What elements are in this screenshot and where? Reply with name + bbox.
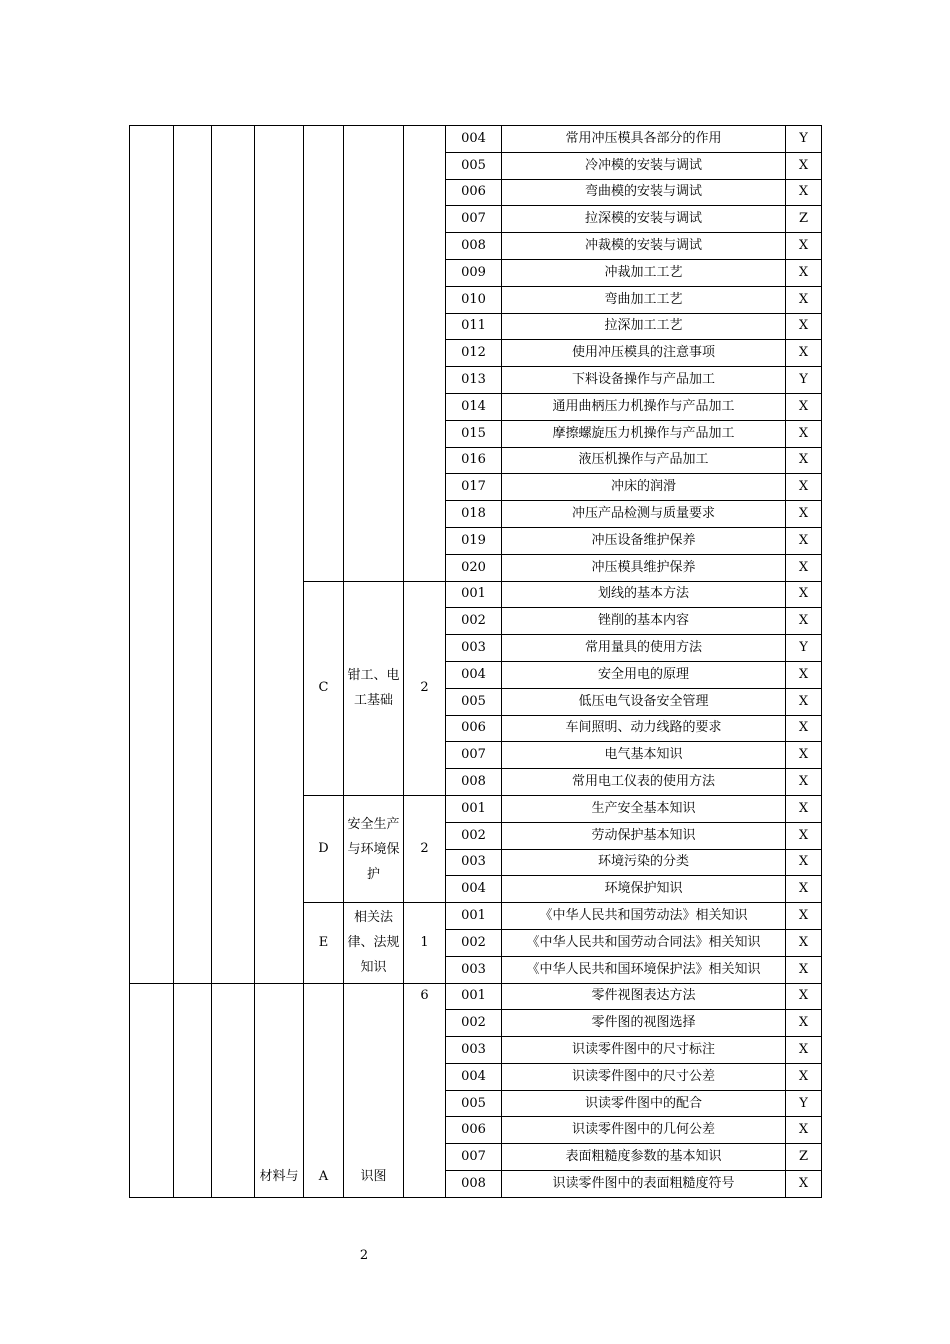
point-grade: X xyxy=(786,715,822,742)
point-grade: Y xyxy=(786,126,822,153)
point-name: 摩擦螺旋压力机操作与产品加工 xyxy=(502,420,786,447)
group-title: 安全生产与环境保护 xyxy=(344,795,404,902)
point-name: 冲压设备维护保养 xyxy=(502,527,786,554)
point-name: 环境保护知识 xyxy=(502,876,786,903)
point-code: 006 xyxy=(446,715,502,742)
point-grade: Y xyxy=(786,367,822,394)
point-code: 004 xyxy=(446,1063,502,1090)
point-grade: X xyxy=(786,527,822,554)
point-grade: X xyxy=(786,983,822,1010)
point-name: 冲裁模的安装与调试 xyxy=(502,233,786,260)
point-code: 002 xyxy=(446,929,502,956)
point-name: 拉深加工工艺 xyxy=(502,313,786,340)
point-grade: X xyxy=(786,608,822,635)
point-code: 015 xyxy=(446,420,502,447)
point-grade: X xyxy=(786,795,822,822)
group-letter: D xyxy=(304,795,344,902)
point-grade: X xyxy=(786,688,822,715)
point-code: 003 xyxy=(446,1037,502,1064)
point-code: 001 xyxy=(446,795,502,822)
point-name: 冲压模具维护保养 xyxy=(502,554,786,581)
point-code: 014 xyxy=(446,393,502,420)
point-grade: X xyxy=(786,956,822,983)
point-name: 《中华人民共和国环境保护法》相关知识 xyxy=(502,956,786,983)
group-letter: A xyxy=(304,983,344,1197)
group-title: 相关法律、法规知识 xyxy=(344,903,404,983)
point-code: 005 xyxy=(446,1090,502,1117)
point-code: 016 xyxy=(446,447,502,474)
point-grade: X xyxy=(786,1171,822,1198)
point-name: 锉削的基本内容 xyxy=(502,608,786,635)
point-code: 008 xyxy=(446,1171,502,1198)
point-name: 液压机操作与产品加工 xyxy=(502,447,786,474)
point-grade: X xyxy=(786,259,822,286)
point-name: 识读零件图中的尺寸公差 xyxy=(502,1063,786,1090)
point-code: 003 xyxy=(446,956,502,983)
point-grade: Z xyxy=(786,206,822,233)
point-code: 020 xyxy=(446,554,502,581)
point-grade: X xyxy=(786,420,822,447)
point-code: 010 xyxy=(446,286,502,313)
point-grade: X xyxy=(786,313,822,340)
point-code: 003 xyxy=(446,849,502,876)
table-row xyxy=(130,126,822,153)
group-letter: C xyxy=(304,581,344,795)
point-name: 表面粗糙度参数的基本知识 xyxy=(502,1144,786,1171)
point-name: 冲裁加工工艺 xyxy=(502,259,786,286)
point-grade: X xyxy=(786,849,822,876)
point-name: 识读零件图中的尺寸标注 xyxy=(502,1037,786,1064)
point-name: 车间照明、动力线路的要求 xyxy=(502,715,786,742)
point-name: 划线的基本方法 xyxy=(502,581,786,608)
group-weight: 2 xyxy=(404,795,446,902)
point-grade: X xyxy=(786,233,822,260)
point-grade: X xyxy=(786,1063,822,1090)
point-code: 002 xyxy=(446,822,502,849)
group-weight: 6 xyxy=(404,983,446,1197)
point-grade: X xyxy=(786,152,822,179)
point-name: 冲床的润滑 xyxy=(502,474,786,501)
point-name: 识读零件图中的表面粗糙度符号 xyxy=(502,1171,786,1198)
point-grade: X xyxy=(786,554,822,581)
point-name: 《中华人民共和国劳动合同法》相关知识 xyxy=(502,929,786,956)
group-weight: 2 xyxy=(404,581,446,795)
point-name: 生产安全基本知识 xyxy=(502,795,786,822)
point-grade: X xyxy=(786,742,822,769)
point-grade: X xyxy=(786,1117,822,1144)
point-name: 电气基本知识 xyxy=(502,742,786,769)
point-code: 005 xyxy=(446,688,502,715)
point-code: 001 xyxy=(446,903,502,930)
knowledge-table xyxy=(129,125,822,1198)
point-name: 常用冲压模具各部分的作用 xyxy=(502,126,786,153)
point-code: 006 xyxy=(446,1117,502,1144)
point-grade: X xyxy=(786,286,822,313)
point-name: 冷冲模的安装与调试 xyxy=(502,152,786,179)
point-grade: Y xyxy=(786,635,822,662)
col-2 xyxy=(174,126,212,984)
point-code: 007 xyxy=(446,742,502,769)
point-grade: X xyxy=(786,876,822,903)
point-code: 005 xyxy=(446,152,502,179)
point-grade: Y xyxy=(786,1090,822,1117)
point-code: 001 xyxy=(446,581,502,608)
point-name: 拉深模的安装与调试 xyxy=(502,206,786,233)
point-code: 008 xyxy=(446,233,502,260)
point-code: 019 xyxy=(446,527,502,554)
point-name: 通用曲柄压力机操作与产品加工 xyxy=(502,393,786,420)
point-code: 008 xyxy=(446,769,502,796)
point-grade: X xyxy=(786,1010,822,1037)
point-name: 劳动保护基本知识 xyxy=(502,822,786,849)
point-name: 下料设备操作与产品加工 xyxy=(502,367,786,394)
point-grade: Z xyxy=(786,1144,822,1171)
col-1 xyxy=(130,126,174,984)
point-code: 007 xyxy=(446,206,502,233)
point-name: 常用电工仪表的使用方法 xyxy=(502,769,786,796)
point-grade: X xyxy=(786,340,822,367)
point-code: 009 xyxy=(446,259,502,286)
group-letter xyxy=(304,126,344,582)
group-title xyxy=(344,126,404,582)
group-title: 识图 xyxy=(344,983,404,1197)
point-grade: X xyxy=(786,822,822,849)
group-weight: 1 xyxy=(404,903,446,983)
point-name: 低压电气设备安全管理 xyxy=(502,688,786,715)
point-name: 弯曲加工工艺 xyxy=(502,286,786,313)
point-name: 弯曲模的安装与调试 xyxy=(502,179,786,206)
point-code: 018 xyxy=(446,501,502,528)
table-row xyxy=(130,983,822,1010)
point-code: 017 xyxy=(446,474,502,501)
point-name: 环境污染的分类 xyxy=(502,849,786,876)
col-3 xyxy=(212,126,255,984)
page-number: 2 xyxy=(359,1248,369,1263)
point-code: 001 xyxy=(446,983,502,1010)
point-code: 004 xyxy=(446,126,502,153)
point-code: 004 xyxy=(446,876,502,903)
point-code: 012 xyxy=(446,340,502,367)
point-code: 002 xyxy=(446,608,502,635)
point-code: 007 xyxy=(446,1144,502,1171)
point-name: 识读零件图中的几何公差 xyxy=(502,1117,786,1144)
point-grade: X xyxy=(786,903,822,930)
table-body xyxy=(130,126,822,1198)
col-3 xyxy=(212,983,255,1197)
point-grade: X xyxy=(786,929,822,956)
col-1 xyxy=(130,983,174,1197)
point-grade: X xyxy=(786,661,822,688)
col-4 xyxy=(255,126,304,984)
point-grade: X xyxy=(786,393,822,420)
group-letter: E xyxy=(304,903,344,983)
point-grade: X xyxy=(786,447,822,474)
group-weight xyxy=(404,126,446,582)
point-code: 013 xyxy=(446,367,502,394)
point-name: 《中华人民共和国劳动法》相关知识 xyxy=(502,903,786,930)
point-grade: X xyxy=(786,501,822,528)
point-name: 常用量具的使用方法 xyxy=(502,635,786,662)
point-name: 使用冲压模具的注意事项 xyxy=(502,340,786,367)
col-2 xyxy=(174,983,212,1197)
point-grade: X xyxy=(786,769,822,796)
point-code: 004 xyxy=(446,661,502,688)
point-grade: X xyxy=(786,581,822,608)
point-name: 零件图的视图选择 xyxy=(502,1010,786,1037)
point-code: 002 xyxy=(446,1010,502,1037)
point-name: 零件视图表达方法 xyxy=(502,983,786,1010)
category-label: 材料与 xyxy=(255,983,304,1197)
point-name: 识读零件图中的配合 xyxy=(502,1090,786,1117)
point-name: 冲压产品检测与质量要求 xyxy=(502,501,786,528)
point-name: 安全用电的原理 xyxy=(502,661,786,688)
point-code: 006 xyxy=(446,179,502,206)
point-grade: X xyxy=(786,1037,822,1064)
point-grade: X xyxy=(786,179,822,206)
point-code: 003 xyxy=(446,635,502,662)
group-title: 钳工、电工基础 xyxy=(344,581,404,795)
point-grade: X xyxy=(786,474,822,501)
point-code: 011 xyxy=(446,313,502,340)
